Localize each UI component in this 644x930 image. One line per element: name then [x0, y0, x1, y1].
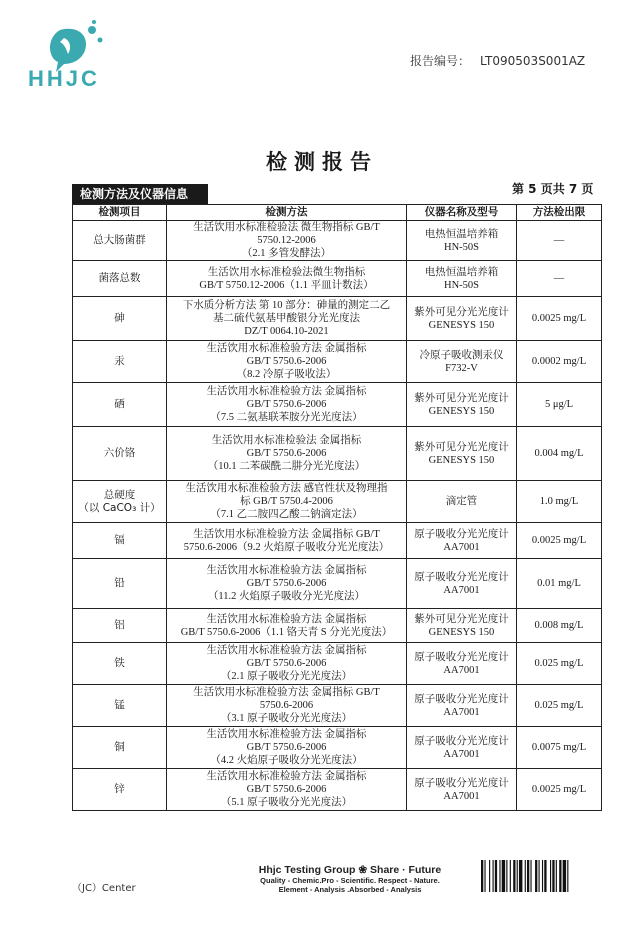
item-cell [73, 481, 167, 523]
barcode-bar [550, 860, 551, 892]
method-cell-line: 生活饮用水标准检验方法 金属指标 [206, 343, 367, 354]
limit-cell: 0.025 mg/L [517, 643, 602, 685]
instrument-cell-line: HN-50S [443, 241, 479, 253]
method-cell [167, 297, 407, 341]
report-number [410, 52, 585, 69]
barcode-bar [525, 860, 526, 892]
method-cell-line: （7.1 乙二胺四乙酸二钠滴定法） [210, 509, 363, 520]
method-cell [167, 523, 407, 559]
table-row [73, 221, 602, 261]
method-cell [167, 609, 407, 643]
instrument-cell [407, 383, 517, 427]
method-cell [167, 643, 407, 685]
instrument-cell-line: 原子吸收分光光度计 [414, 651, 509, 663]
item-cell [73, 643, 167, 685]
item-cell [73, 427, 167, 481]
item-cell-line: 镉 [114, 534, 125, 546]
limit-cell: 0.0025 mg/L [517, 523, 602, 559]
instrument-cell-line: GENESYS 150 [428, 626, 495, 638]
limit-cell: 0.0025 mg/L [517, 769, 602, 811]
item-cell [73, 727, 167, 769]
table-row [73, 523, 602, 559]
section-heading: 检测方法及仪器信息 [72, 184, 208, 204]
instrument-cell-line: AA7001 [443, 706, 480, 718]
barcode-bar [519, 860, 522, 892]
barcode-bar [559, 860, 561, 892]
item-cell-line: 锌 [114, 783, 125, 795]
item-cell [73, 609, 167, 643]
method-cell-line: DZ/T 0064.10-2021 [244, 326, 329, 337]
item-cell-line: 铅 [114, 577, 125, 589]
method-cell-line: （7.5 二氨基联苯胺分光光度法） [210, 412, 363, 423]
instrument-cell-line: 原子吸收分光光度计 [414, 571, 509, 583]
instrument-cell-line: 紫外可见分光光度计 [414, 392, 509, 404]
table-row [73, 727, 602, 769]
footer-center-code: （JC）Center [72, 883, 136, 894]
barcode-bar [527, 860, 529, 892]
instrument-cell [407, 643, 517, 685]
item-cell-line: 总硬度 [103, 488, 136, 501]
table-row [73, 609, 602, 643]
instrument-cell [407, 221, 517, 261]
limit-cell: — [517, 261, 602, 297]
header-instrument: 仪器名称及型号 [407, 205, 517, 221]
method-cell-line: 生活饮用水标准检验方法 金属指标 [206, 386, 367, 397]
instrument-cell-line: AA7001 [443, 584, 480, 596]
method-cell-line: （11.2 火焰原子吸收分光光度法） [207, 591, 366, 602]
footer-slogan-main: Hhjc Testing Group ❀ Share · Future [258, 864, 442, 876]
item-cell [73, 341, 167, 383]
footer-slogan-line3: Element - Analysis .Absorbed - Analysis [278, 885, 422, 894]
method-cell [167, 769, 407, 811]
document-title: 检测报告 [266, 150, 378, 174]
method-cell-line: 生活饮用水标准检验方法 金属指标 [206, 565, 367, 576]
barcode-bar [535, 860, 537, 892]
barcode-bar [542, 860, 543, 892]
table-row [73, 383, 602, 427]
instrument-cell [407, 261, 517, 297]
barcode-bar [567, 860, 568, 892]
instrument-cell-line: GENESYS 150 [428, 319, 495, 331]
method-cell [167, 559, 407, 609]
item-cell-line: 六价铬 [103, 447, 136, 459]
instrument-cell-line: 原子吸收分光光度计 [414, 777, 509, 789]
report-number-label: 报告编号： [410, 54, 471, 68]
method-cell-line: 生活饮用水标准检验方法 金属指标 [206, 729, 367, 740]
method-cell-line: GB/T 5750.6-2006 [246, 448, 327, 459]
instrument-cell [407, 341, 517, 383]
barcode-bar [563, 860, 566, 892]
item-cell [73, 559, 167, 609]
item-cell [73, 221, 167, 261]
item-cell-line: 砷 [114, 312, 125, 324]
method-cell-line: 5750.6-2006 [259, 700, 314, 711]
limit-cell: 0.008 mg/L [517, 609, 602, 643]
method-cell [167, 427, 407, 481]
table-row [73, 341, 602, 383]
barcode-bar [489, 860, 490, 892]
barcode-bar [517, 860, 518, 892]
method-cell-line: 下水质分析方法 第 10 部分：砷量的测定二乙 [182, 300, 391, 311]
barcode-bar [544, 860, 546, 892]
logo-text: HHJC [28, 66, 100, 91]
instrument-cell-line: AA7001 [443, 748, 480, 760]
instrument-cell-line: HN-50S [443, 279, 479, 291]
instrument-cell-line: 原子吸收分光光度计 [414, 735, 509, 747]
barcode-bar [552, 860, 554, 892]
method-cell-line: （10.1 二苯碳酰二肼分光光度法） [207, 461, 366, 472]
method-cell-line: GB/T 5750.6-2006（1.1 铬天青 S 分光光度法） [180, 626, 393, 638]
method-cell-line: 5750.12-2006 [257, 235, 316, 246]
table-row [73, 769, 602, 811]
method-cell [167, 727, 407, 769]
method-cell-line: 生活饮用水标准检验法微生物指标 [207, 266, 366, 278]
method-cell-line: 标 GB/T 5750.4-2006 [240, 496, 333, 507]
barcode-bar [513, 860, 515, 892]
method-cell-line: GB/T 5750.6-2006 [246, 578, 327, 589]
limit-cell: 0.0075 mg/L [517, 727, 602, 769]
instrument-cell [407, 727, 517, 769]
instrument-cell [407, 427, 517, 481]
instrument-cell [407, 559, 517, 609]
limit-cell: 1.0 mg/L [517, 481, 602, 523]
method-cell-line: GB/T 5750.6-2006 [246, 784, 327, 795]
barcode-bar [530, 860, 531, 892]
barcode-bar [481, 860, 483, 892]
instrument-cell-line: GENESYS 150 [428, 405, 495, 417]
instrument-cell [407, 297, 517, 341]
header-item: 检测项目 [73, 205, 167, 221]
method-cell-line: 生活饮用水标准检验方法 金属指标 GB/T [193, 687, 380, 698]
limit-cell: 5 μg/L [517, 383, 602, 427]
barcode-bar [499, 860, 500, 892]
limit-cell: 0.004 mg/L [517, 427, 602, 481]
method-cell [167, 685, 407, 727]
instrument-cell-line: AA7001 [443, 664, 480, 676]
footer-slogan [250, 864, 450, 894]
table-header-row [73, 205, 602, 221]
method-cell-line: 5750.6-2006（9.2 火焰原子吸收分光光度法） [183, 541, 390, 553]
item-cell [73, 685, 167, 727]
method-cell-line: （2.1 多管发酵法） [241, 248, 332, 259]
instrument-cell-line: 原子吸收分光光度计 [414, 528, 509, 540]
footer-slogan-line2: Quality - Chemic.Pro - Scientific. Respect - Nature. [260, 876, 440, 885]
instrument-cell-line: 紫外可见分光光度计 [414, 613, 509, 625]
method-cell [167, 481, 407, 523]
item-cell-line: （以 CaCO₃ 计） [78, 501, 161, 514]
method-cell-line: GB/T 5750.12-2006（1.1 平皿计数法） [199, 279, 374, 291]
instrument-cell-line: GENESYS 150 [428, 454, 495, 466]
method-cell-line: 生活饮用水标准检验法 金属指标 [211, 435, 362, 446]
barcode-bar [539, 860, 540, 892]
method-cell-line: GB/T 5750.6-2006 [246, 658, 327, 669]
method-cell [167, 221, 407, 261]
instrument-cell-line: 紫外可见分光光度计 [414, 306, 509, 318]
item-cell-line: 锰 [114, 699, 125, 711]
method-cell [167, 261, 407, 297]
limit-cell: 0.0025 mg/L [517, 297, 602, 341]
table-row [73, 481, 602, 523]
barcode [481, 860, 601, 892]
header-limit: 方法检出限 [517, 205, 602, 221]
instrument-cell-line: AA7001 [443, 541, 480, 553]
table-row [73, 261, 602, 297]
instrument-cell [407, 609, 517, 643]
method-cell-line: 生活饮用水标准检验方法 金属指标 [206, 771, 367, 782]
method-cell-line: GB/T 5750.6-2006 [246, 399, 327, 410]
item-cell [73, 383, 167, 427]
item-cell-line: 汞 [114, 355, 125, 367]
table-row [73, 685, 602, 727]
barcode-bar [510, 860, 511, 892]
method-cell-line: GB/T 5750.6-2006 [246, 356, 327, 367]
page-indicator: 第 5 页共 7 页 [512, 182, 594, 196]
method-cell-line: 生活饮用水标准检验方法 金属指标 [206, 613, 367, 625]
methods-table [72, 204, 602, 811]
item-cell-line: 硒 [114, 398, 125, 410]
limit-cell: 0.01 mg/L [517, 559, 602, 609]
instrument-cell-line: AA7001 [443, 790, 480, 802]
instrument-cell-line: 电热恒温培养箱 [424, 266, 499, 278]
item-cell-line: 菌落总数 [98, 272, 141, 284]
limit-cell: 0.0002 mg/L [517, 341, 602, 383]
instrument-cell [407, 523, 517, 559]
instrument-cell [407, 769, 517, 811]
item-cell-line: 铜 [114, 741, 125, 753]
table-row [73, 297, 602, 341]
method-cell-line: （3.1 原子吸收分光光度法） [220, 713, 353, 724]
item-cell [73, 769, 167, 811]
item-cell [73, 523, 167, 559]
item-cell [73, 297, 167, 341]
limit-cell: — [517, 221, 602, 261]
limit-cell: 0.025 mg/L [517, 685, 602, 727]
instrument-cell-line: 紫外可见分光光度计 [414, 441, 509, 453]
method-cell-line: 生活饮用水标准检验方法 金属指标 GB/T [193, 528, 380, 540]
table-row [73, 559, 602, 609]
report-number-value: LT090503S001AZ [480, 54, 586, 68]
instrument-cell [407, 481, 517, 523]
instrument-cell-line: F732-V [445, 362, 478, 374]
method-cell-line: 基二硫代氨基甲酸银分光光度法 [213, 313, 360, 324]
method-cell-line: （5.1 原子吸收分光光度法） [220, 797, 353, 808]
item-cell-line: 铝 [114, 619, 125, 631]
barcode-bar [502, 860, 505, 892]
item-cell-line: 总大肠菌群 [93, 234, 146, 246]
method-cell [167, 341, 407, 383]
item-cell [73, 261, 167, 297]
table-row [73, 643, 602, 685]
barcode-bar [493, 860, 494, 892]
barcode-bar [495, 860, 497, 892]
method-cell-line: 生活饮用水标准检验法 微生物指标 GB/T [193, 222, 380, 233]
item-cell-line: 铁 [114, 657, 125, 669]
instrument-cell-line: 电热恒温培养箱 [424, 228, 499, 240]
method-cell-line: 生活饮用水标准检验方法 金属指标 [206, 645, 367, 656]
method-cell-line: （2.1 原子吸收分光光度法） [220, 671, 353, 682]
barcode-bar [556, 860, 557, 892]
method-cell-line: （8.2 冷原子吸收法） [236, 369, 337, 380]
instrument-cell-line: 滴定管 [445, 496, 478, 507]
barcode-bar [484, 860, 485, 892]
barcode-bar [506, 860, 507, 892]
instrument-cell-line: 冷原子吸收测汞仪 [419, 349, 504, 361]
method-cell [167, 383, 407, 427]
method-cell-line: GB/T 5750.6-2006 [246, 742, 327, 753]
table-row [73, 427, 602, 481]
instrument-cell-line: 原子吸收分光光度计 [414, 693, 509, 705]
method-cell-line: 生活饮用水标准检验方法 感官性状及物理指 [185, 483, 388, 494]
method-cell-line: （4.2 火焰原子吸收分光光度法） [210, 755, 363, 766]
instrument-cell [407, 685, 517, 727]
header-method: 检测方法 [167, 205, 407, 221]
